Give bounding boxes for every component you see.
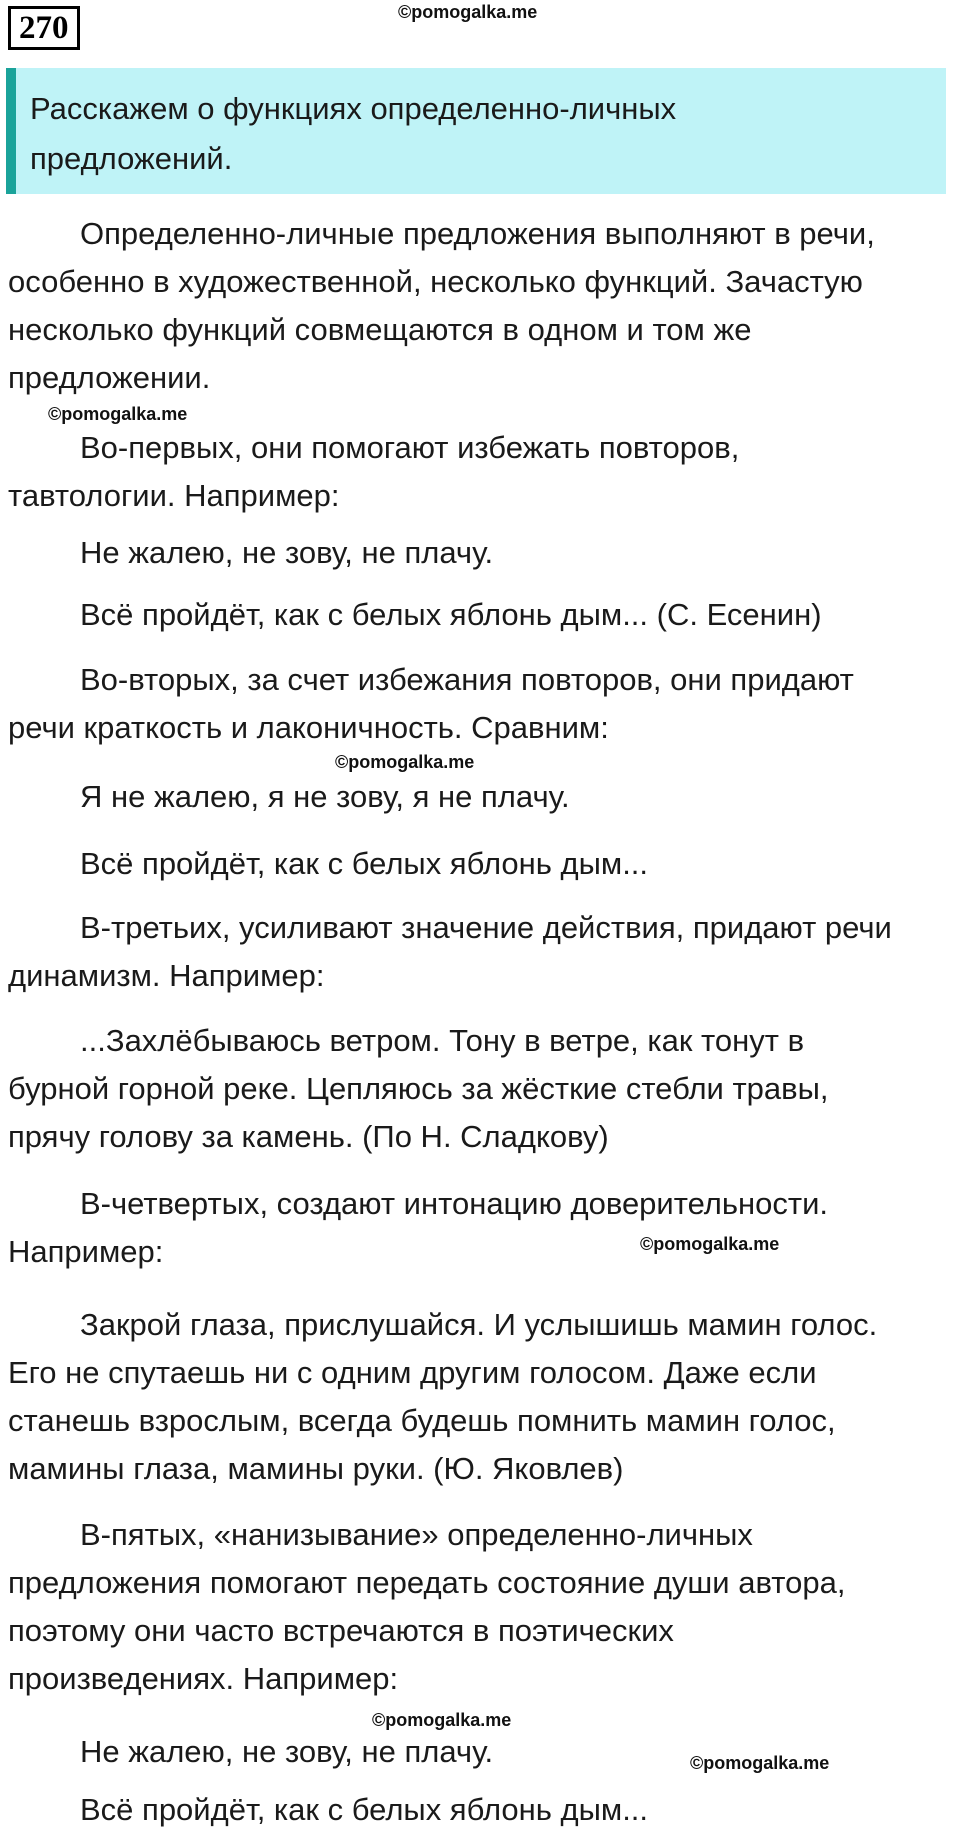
quote-line: Его не спутаешь ни с одним другим голосом. Даже если bbox=[8, 1355, 817, 1390]
task-title-box bbox=[6, 68, 946, 194]
task-number: 270 bbox=[8, 6, 80, 50]
text-line: В-третьих, усиливают значение действия, придают речи bbox=[80, 910, 892, 945]
text-line: В-пятых, «нанизывание» определенно-личных bbox=[80, 1517, 753, 1552]
quote-line: Всё пройдёт, как с белых яблонь дым... (С. Есенин) bbox=[80, 597, 822, 632]
quote-line: бурной горной реке. Цепляюсь за жёсткие стебли травы, bbox=[8, 1071, 829, 1106]
text-line: Во-вторых, за счет избежания повторов, они придают bbox=[80, 662, 854, 697]
watermark: ©pomogalka.me bbox=[335, 752, 475, 772]
quote-line: прячу голову за камень. (По Н. Сладкову) bbox=[8, 1119, 609, 1154]
watermark: ©pomogalka.me bbox=[48, 404, 188, 424]
quote-line: станешь взрослым, всегда будешь помнить мамин голос, bbox=[8, 1403, 836, 1438]
task-title-line: предложений. bbox=[30, 141, 233, 176]
watermark: ©pomogalka.me bbox=[640, 1234, 780, 1254]
text-line: особенно в художественной, несколько функций. Зачастую bbox=[8, 264, 863, 299]
watermark: ©pomogalka.me bbox=[690, 1753, 830, 1773]
text-line: Например: bbox=[8, 1234, 164, 1269]
watermark: ©pomogalka.me bbox=[372, 1710, 512, 1730]
quote-line: Закрой глаза, прислушайся. И услышишь мамин голос. bbox=[80, 1307, 878, 1342]
quote-line: Всё пройдёт, как с белых яблонь дым... bbox=[80, 1792, 649, 1827]
text-line: предложения помогают передать состояние души автора, bbox=[8, 1565, 846, 1600]
text-line: речи краткость и лаконичность. Сравним: bbox=[8, 710, 609, 745]
task-title-line: Расскажем о функциях определенно-личных bbox=[30, 91, 677, 126]
quote-line: Не жалею, не зову, не плачу. bbox=[80, 1734, 494, 1769]
text-line: несколько функций совмещаются в одном и том же bbox=[8, 312, 752, 347]
text-line: произведениях. Например: bbox=[8, 1661, 399, 1696]
text-line: тавтологии. Например: bbox=[8, 478, 340, 513]
quote-line: мамины глаза, мамины руки. (Ю. Яковлев) bbox=[8, 1451, 624, 1486]
watermark: ©pomogalka.me bbox=[398, 2, 538, 22]
quote-line: Я не жалею, я не зову, я не плачу. bbox=[80, 779, 570, 814]
text-line: Во-первых, они помогают избежать повторов, bbox=[80, 430, 740, 465]
text-line: поэтому они часто встречаются в поэтических bbox=[8, 1613, 674, 1648]
text-line: В-четвертых, создают интонацию доверительности. bbox=[80, 1186, 829, 1221]
quote-line: ...Захлёбываюсь ветром. Тону в ветре, как тонут в bbox=[80, 1023, 805, 1058]
text-line: предложении. bbox=[8, 360, 211, 395]
quote-line: Не жалею, не зову, не плачу. bbox=[80, 535, 494, 570]
text-line: динамизм. Например: bbox=[8, 958, 325, 993]
quote-line: Всё пройдёт, как с белых яблонь дым... bbox=[80, 846, 649, 881]
text-line: Определенно-личные предложения выполняют в речи, bbox=[80, 216, 875, 251]
